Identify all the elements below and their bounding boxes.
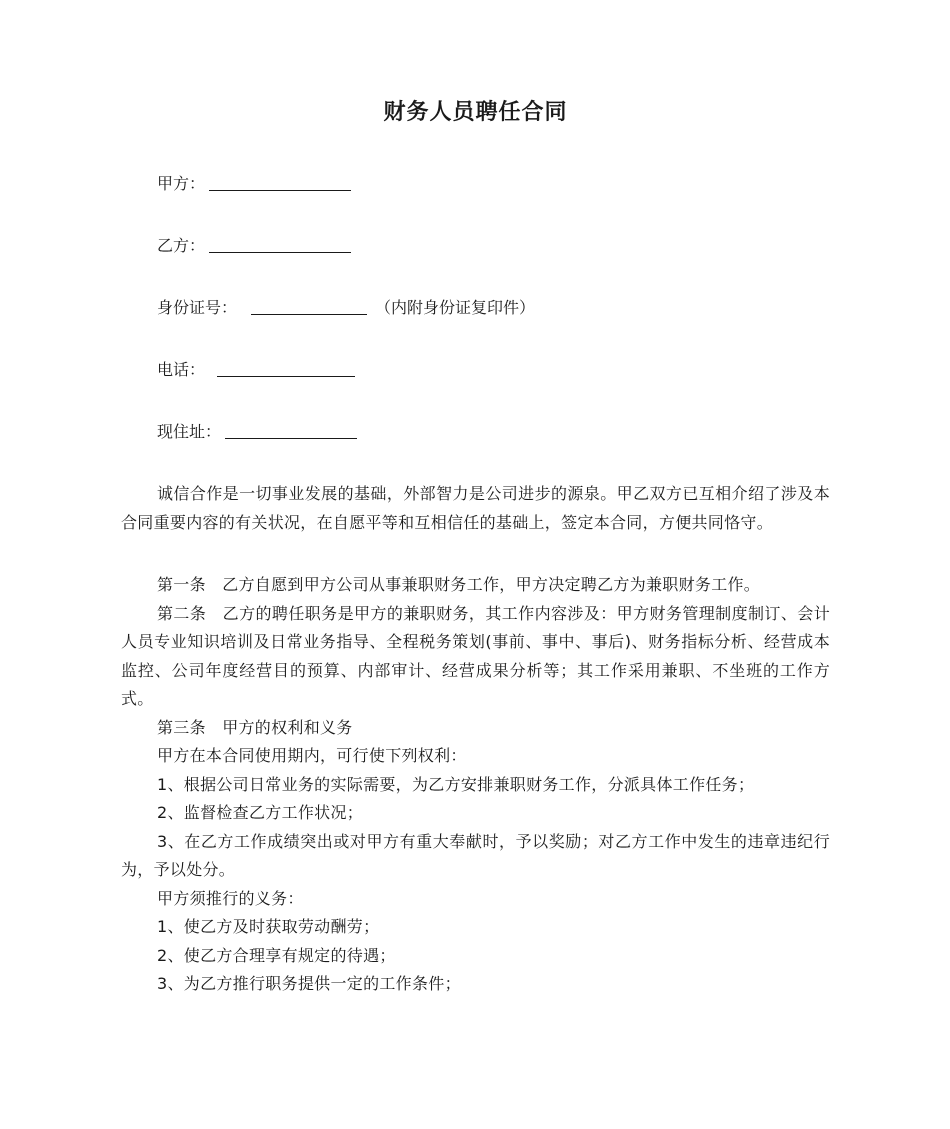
party-b-label: 乙方： [157,236,206,255]
party-a-duty-1: 1、使乙方及时获取劳动酬劳； [157,917,380,936]
section-gap [121,537,830,571]
party-b-field [121,232,830,294]
phone-field [121,356,830,418]
party-b-blank-line [209,232,351,253]
address-field [121,418,830,480]
party-a-field [121,170,830,232]
phone-blank-line [217,356,355,377]
page-title: 财务人员聘任合同 [383,100,568,125]
party-a-label: 甲方： [157,174,206,193]
party-a-rights-intro: 甲方在本合同使用期内，可行使下列权利： [157,746,467,765]
id-copy-note: （内附身份证复印件） [375,298,536,317]
party-a-duty-3: 3、为乙方推行职务提供一定的工作条件； [157,974,461,993]
id-number-blank-line [251,294,367,315]
address-label: 现住址： [157,422,222,441]
party-a-right-1: 1、根据公司日常业务的实际需要，为乙方安排兼职财务工作，分派具体工作任务； [157,774,755,794]
party-a-duty-2: 2、使乙方合理享有规定的待遇； [157,945,396,965]
party-a-blank-line [209,170,351,191]
article-2: 第二条 乙方的聘任职务是甲方的兼职财务，其工作内容涉及：甲方财务管理制度制订、会计人员专业知识培训及日常业务指导、全程税务策划(事前、事中、事后)、财务指标分析、经营成本监控、公司年度经营目的预算、内部审计、经营成果分析等；其工作采用兼职、不坐班的工作方式。 [121,603,830,708]
intro-paragraph: 诚信合作是一切事业发展的基础，外部智力是公司进步的源泉。甲乙双方已互相介绍了涉及本合同重要内容的有关状况，在自愿平等和互相信任的基础上，签定本合同，方便共同恪守。 [121,484,830,532]
phone-label: 电话： [157,360,206,379]
id-number-label: 身份证号： [157,298,238,317]
id-number-field [121,294,830,356]
article-3-heading: 第三条 甲方的权利和义务 [157,717,353,737]
party-a-right-2: 2、监督检查乙方工作状况； [157,803,364,822]
party-a-right-3: 3、在乙方工作成绩突出或对甲方有重大奉献时，予以奖励；对乙方工作中发生的违章违纪行为，予以处分。 [121,831,830,879]
article-1: 第一条 乙方自愿到甲方公司从事兼职财务工作，甲方决定聘乙方为兼职财务工作。 [157,575,761,594]
address-blank-line [225,418,357,439]
party-a-duties-intro: 甲方须推行的义务： [157,888,304,908]
